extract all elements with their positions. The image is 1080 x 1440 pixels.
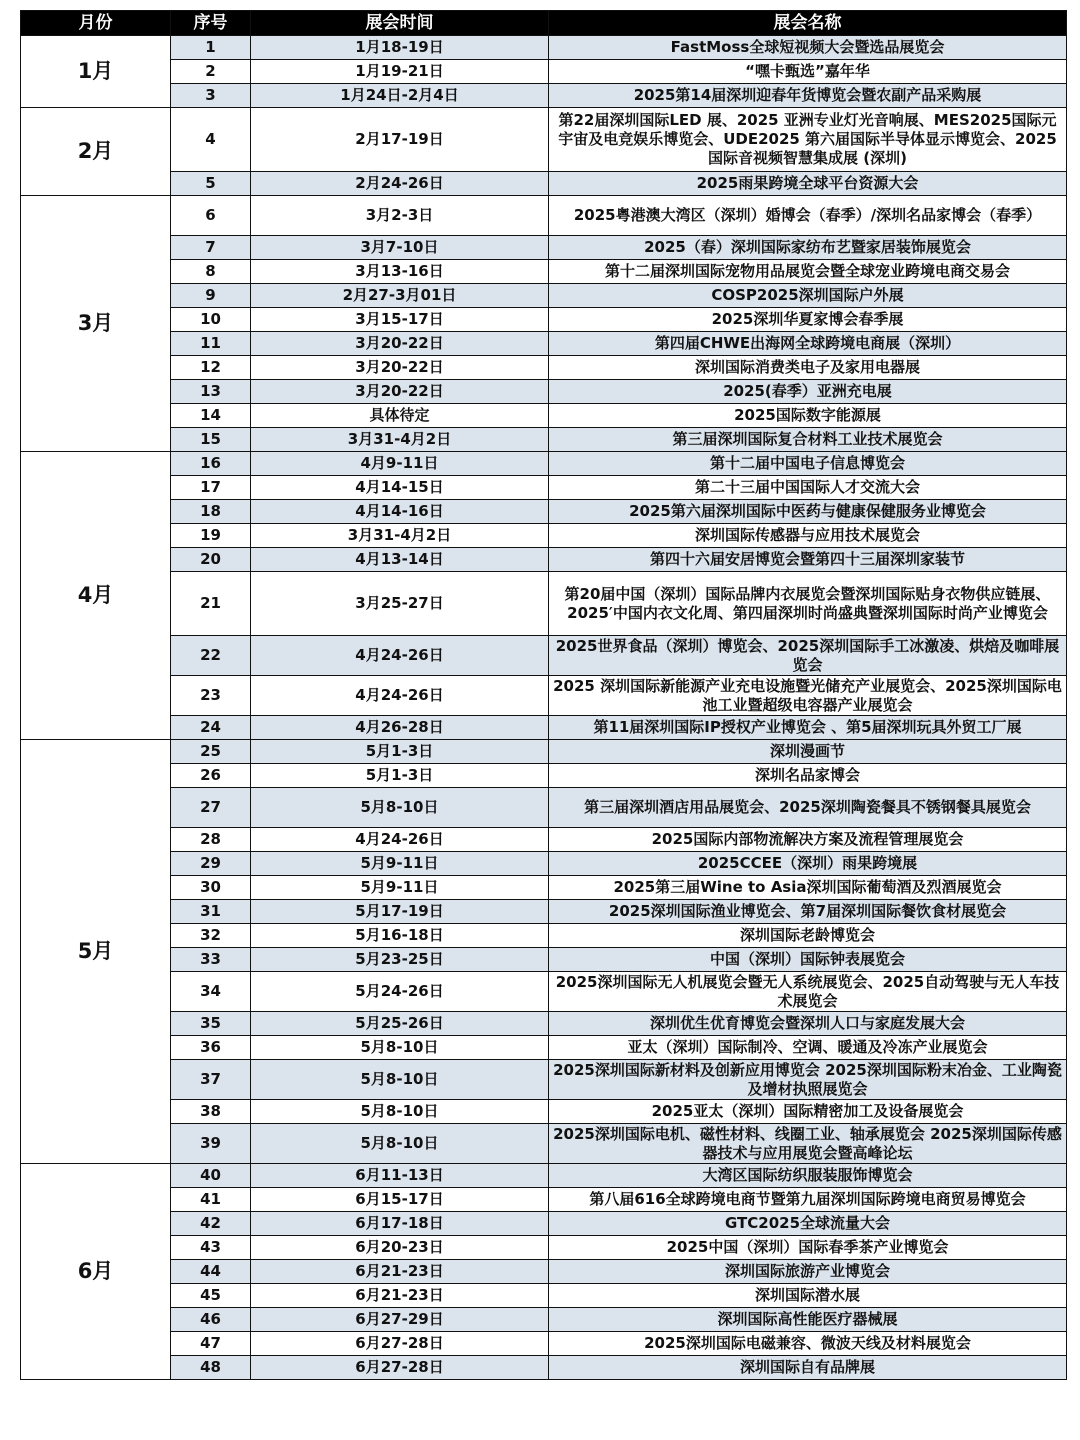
exhibition-name-cell: 第二十三届中国国际人才交流大会: [549, 476, 1067, 500]
exhibition-name-cell: 2025 深圳国际新能源产业充电设施暨光储充产业展览会、2025深圳国际电池工业暨超级电容器产业展览会: [549, 676, 1067, 716]
table-row: [21, 172, 1067, 196]
exhibition-name-cell: 亚太（深圳）国际制冷、空调、暖通及冷冻产业展览会: [549, 1036, 1067, 1060]
header-month: 月份: [21, 11, 171, 36]
row-number-cell: 3: [171, 84, 251, 108]
row-number-cell: 47: [171, 1332, 251, 1356]
date-cell: 5月1-3日: [251, 740, 549, 764]
exhibition-name-cell: 2025亚太（深圳）国际精密加工及设备展览会: [549, 1100, 1067, 1124]
row-number-cell: 36: [171, 1036, 251, 1060]
table-row: [21, 260, 1067, 284]
table-row: [21, 236, 1067, 260]
date-cell: 5月8-10日: [251, 788, 549, 828]
table-row: [21, 548, 1067, 572]
exhibition-name-cell: 大湾区国际纺织服装服饰博览会: [549, 1164, 1067, 1188]
table-row: [21, 1212, 1067, 1236]
table-row: [21, 108, 1067, 172]
date-cell: 5月8-10日: [251, 1124, 549, 1164]
table-row: [21, 332, 1067, 356]
date-cell: 6月27-28日: [251, 1332, 549, 1356]
row-number-cell: 33: [171, 948, 251, 972]
table-row: [21, 1236, 1067, 1260]
date-cell: 4月26-28日: [251, 716, 549, 740]
row-number-cell: 30: [171, 876, 251, 900]
table-row: [21, 764, 1067, 788]
date-cell: 3月20-22日: [251, 356, 549, 380]
exhibition-name-cell: 第四届CHWE出海网全球跨境电商展（深圳）: [549, 332, 1067, 356]
table-row: [21, 900, 1067, 924]
date-cell: 3月15-17日: [251, 308, 549, 332]
date-cell: 1月24日-2月4日: [251, 84, 549, 108]
exhibition-name-cell: 2025第六届深圳国际中医药与健康保健服务业博览会: [549, 500, 1067, 524]
header-row: [21, 11, 1067, 36]
row-number-cell: 7: [171, 236, 251, 260]
exhibition-name-cell: 2025深圳国际渔业博览会、第7届深圳国际餐饮食材展览会: [549, 900, 1067, 924]
date-cell: 3月20-22日: [251, 380, 549, 404]
table-row: [21, 1284, 1067, 1308]
table-row: [21, 716, 1067, 740]
row-number-cell: 12: [171, 356, 251, 380]
row-number-cell: 8: [171, 260, 251, 284]
exhibition-name-cell: 第三届深圳国际复合材料工业技术展览会: [549, 428, 1067, 452]
row-number-cell: 38: [171, 1100, 251, 1124]
exhibition-name-cell: 第三届深圳酒店用品展览会、2025深圳陶瓷餐具不锈钢餐具展览会: [549, 788, 1067, 828]
exhibition-name-cell: 第四十六届安居博览会暨第四十三届深圳家装节: [549, 548, 1067, 572]
table-row: [21, 308, 1067, 332]
month-cell: 4月: [21, 452, 171, 740]
table-row: [21, 1332, 1067, 1356]
row-number-cell: 28: [171, 828, 251, 852]
exhibition-name-cell: 2025CCEE（深圳）雨果跨境展: [549, 852, 1067, 876]
header-exhibition-name: 展会名称: [549, 11, 1067, 36]
date-cell: 5月8-10日: [251, 1100, 549, 1124]
exhibition-name-cell: 第八届616全球跨境电商节暨第九届深圳国际跨境电商贸易博览会: [549, 1188, 1067, 1212]
date-cell: 4月14-16日: [251, 500, 549, 524]
exhibition-name-cell: 2025世界食品（深圳）博览会、2025深圳国际手工冰激凌、烘焙及咖啡展览会: [549, 636, 1067, 676]
row-number-cell: 26: [171, 764, 251, 788]
table-row: [21, 380, 1067, 404]
exhibition-name-cell: 2025第14届深圳迎春年货博览会暨农副产品采购展: [549, 84, 1067, 108]
exhibition-name-cell: 深圳国际传感器与应用技术展览会: [549, 524, 1067, 548]
exhibition-name-cell: 2025第三届Wine to Asia深圳国际葡萄酒及烈酒展览会: [549, 876, 1067, 900]
table-row: [21, 924, 1067, 948]
exhibition-name-cell: “嘿卡甄选”嘉年华: [549, 60, 1067, 84]
table-row: [21, 572, 1067, 636]
exhibition-name-cell: 深圳国际自有品牌展: [549, 1356, 1067, 1380]
date-cell: 2月27-3月01日: [251, 284, 549, 308]
table-row: [21, 452, 1067, 476]
exhibition-name-cell: 2025深圳华夏家博会春季展: [549, 308, 1067, 332]
row-number-cell: 9: [171, 284, 251, 308]
month-cell: 2月: [21, 108, 171, 196]
row-number-cell: 29: [171, 852, 251, 876]
exhibition-name-cell: COSP2025深圳国际户外展: [549, 284, 1067, 308]
table-row: [21, 676, 1067, 716]
table-row: [21, 356, 1067, 380]
date-cell: 5月17-19日: [251, 900, 549, 924]
date-cell: 3月25-27日: [251, 572, 549, 636]
exhibition-name-cell: 2025国际内部物流解决方案及流程管理展览会: [549, 828, 1067, 852]
row-number-cell: 13: [171, 380, 251, 404]
table-row: [21, 284, 1067, 308]
exhibition-name-cell: 深圳名品家博会: [549, 764, 1067, 788]
date-cell: 4月13-14日: [251, 548, 549, 572]
row-number-cell: 1: [171, 36, 251, 60]
row-number-cell: 11: [171, 332, 251, 356]
table-row: [21, 1308, 1067, 1332]
exhibition-name-cell: 深圳漫画节: [549, 740, 1067, 764]
row-number-cell: 10: [171, 308, 251, 332]
table-row: [21, 948, 1067, 972]
row-number-cell: 31: [171, 900, 251, 924]
table-row: [21, 404, 1067, 428]
row-number-cell: 23: [171, 676, 251, 716]
exhibition-schedule-table: [20, 10, 1067, 1380]
exhibition-name-cell: 中国（深圳）国际钟表展览会: [549, 948, 1067, 972]
exhibition-name-cell: FastMoss全球短视频大会暨选品展览会: [549, 36, 1067, 60]
row-number-cell: 24: [171, 716, 251, 740]
table-row: [21, 1188, 1067, 1212]
row-number-cell: 45: [171, 1284, 251, 1308]
row-number-cell: 41: [171, 1188, 251, 1212]
row-number-cell: 42: [171, 1212, 251, 1236]
header-date: 展会时间: [251, 11, 549, 36]
exhibition-name-cell: 第十二届中国电子信息博览会: [549, 452, 1067, 476]
date-cell: 3月20-22日: [251, 332, 549, 356]
exhibition-name-cell: 第20届中国（深圳）国际品牌内衣展览会暨深圳国际贴身衣物供应链展、2025′中国内衣文化周、第四届深圳时尚盛典暨深圳国际时尚产业博览会: [549, 572, 1067, 636]
month-cell: 6月: [21, 1164, 171, 1380]
date-cell: 6月21-23日: [251, 1260, 549, 1284]
row-number-cell: 17: [171, 476, 251, 500]
row-number-cell: 20: [171, 548, 251, 572]
exhibition-name-cell: 深圳国际旅游产业博览会: [549, 1260, 1067, 1284]
table-row: [21, 852, 1067, 876]
exhibition-name-cell: 2025粤港澳大湾区（深圳）婚博会（春季）/深圳名品家博会（春季）: [549, 196, 1067, 236]
exhibition-name-cell: 2025雨果跨境全球平台资源大会: [549, 172, 1067, 196]
exhibition-name-cell: 深圳国际老龄博览会: [549, 924, 1067, 948]
row-number-cell: 48: [171, 1356, 251, 1380]
date-cell: 6月11-13日: [251, 1164, 549, 1188]
date-cell: 6月20-23日: [251, 1236, 549, 1260]
table-row: [21, 1164, 1067, 1188]
date-cell: 1月18-19日: [251, 36, 549, 60]
table-row: [21, 1060, 1067, 1100]
table-row: [21, 636, 1067, 676]
exhibition-name-cell: GTC2025全球流量大会: [549, 1212, 1067, 1236]
row-number-cell: 39: [171, 1124, 251, 1164]
date-cell: 3月31-4月2日: [251, 524, 549, 548]
date-cell: 具体待定: [251, 404, 549, 428]
row-number-cell: 35: [171, 1012, 251, 1036]
row-number-cell: 40: [171, 1164, 251, 1188]
table-row: [21, 60, 1067, 84]
row-number-cell: 44: [171, 1260, 251, 1284]
table-row: [21, 1260, 1067, 1284]
exhibition-name-cell: 深圳国际潜水展: [549, 1284, 1067, 1308]
date-cell: 4月24-26日: [251, 828, 549, 852]
exhibition-name-cell: 深圳国际高性能医疗器械展: [549, 1308, 1067, 1332]
row-number-cell: 34: [171, 972, 251, 1012]
date-cell: 5月9-11日: [251, 852, 549, 876]
month-cell: 1月: [21, 36, 171, 108]
table-row: [21, 196, 1067, 236]
exhibition-name-cell: 2025深圳国际电磁兼容、微波天线及材料展览会: [549, 1332, 1067, 1356]
table-row: [21, 500, 1067, 524]
table-row: [21, 788, 1067, 828]
table-row: [21, 84, 1067, 108]
row-number-cell: 22: [171, 636, 251, 676]
table-body: [21, 36, 1067, 1380]
date-cell: 5月8-10日: [251, 1060, 549, 1100]
row-number-cell: 16: [171, 452, 251, 476]
row-number-cell: 5: [171, 172, 251, 196]
exhibition-name-cell: 深圳优生优育博览会暨深圳人口与家庭发展大会: [549, 1012, 1067, 1036]
table-row: [21, 1124, 1067, 1164]
exhibition-name-cell: 深圳国际消费类电子及家用电器展: [549, 356, 1067, 380]
date-cell: 6月27-29日: [251, 1308, 549, 1332]
month-cell: 3月: [21, 196, 171, 452]
date-cell: 2月24-26日: [251, 172, 549, 196]
exhibition-name-cell: 第十二届深圳国际宠物用品展览会暨全球宠业跨境电商交易会: [549, 260, 1067, 284]
table-row: [21, 1036, 1067, 1060]
row-number-cell: 4: [171, 108, 251, 172]
date-cell: 5月1-3日: [251, 764, 549, 788]
table-row: [21, 1012, 1067, 1036]
date-cell: 3月7-10日: [251, 236, 549, 260]
table-row: [21, 828, 1067, 852]
row-number-cell: 19: [171, 524, 251, 548]
row-number-cell: 46: [171, 1308, 251, 1332]
row-number-cell: 2: [171, 60, 251, 84]
month-cell: 5月: [21, 740, 171, 1164]
date-cell: 4月24-26日: [251, 636, 549, 676]
header-number: 序号: [171, 11, 251, 36]
row-number-cell: 6: [171, 196, 251, 236]
table-row: [21, 524, 1067, 548]
date-cell: 3月13-16日: [251, 260, 549, 284]
date-cell: 1月19-21日: [251, 60, 549, 84]
exhibition-name-cell: 2025深圳国际新材料及创新应用博览会 2025深圳国际粉末冶金、工业陶瓷及增材执照展览会: [549, 1060, 1067, 1100]
exhibition-name-cell: 2025国际数字能源展: [549, 404, 1067, 428]
exhibition-name-cell: 第22届深圳国际LED 展、2025 亚洲专业灯光音响展、MES2025国际元宇宙及电竞娱乐博览会、UDE2025 第六届国际半导体显示博览会、2025国际音视频智慧集成展 (深圳): [549, 108, 1067, 172]
row-number-cell: 14: [171, 404, 251, 428]
exhibition-name-cell: 2025中国（深圳）国际春季茶产业博览会: [549, 1236, 1067, 1260]
date-cell: 5月24-26日: [251, 972, 549, 1012]
table-row: [21, 1356, 1067, 1380]
row-number-cell: 43: [171, 1236, 251, 1260]
date-cell: 3月2-3日: [251, 196, 549, 236]
date-cell: 2月17-19日: [251, 108, 549, 172]
row-number-cell: 25: [171, 740, 251, 764]
date-cell: 5月16-18日: [251, 924, 549, 948]
row-number-cell: 21: [171, 572, 251, 636]
date-cell: 6月15-17日: [251, 1188, 549, 1212]
row-number-cell: 37: [171, 1060, 251, 1100]
date-cell: 6月21-23日: [251, 1284, 549, 1308]
table-row: [21, 428, 1067, 452]
table-row: [21, 1100, 1067, 1124]
table-row: [21, 876, 1067, 900]
row-number-cell: 27: [171, 788, 251, 828]
date-cell: 3月31-4月2日: [251, 428, 549, 452]
date-cell: 5月23-25日: [251, 948, 549, 972]
date-cell: 4月24-26日: [251, 676, 549, 716]
exhibition-name-cell: 第11届深圳国际IP授权产业博览会 、第5届深圳玩具外贸工厂展: [549, 716, 1067, 740]
date-cell: 4月9-11日: [251, 452, 549, 476]
exhibition-name-cell: 2025深圳国际无人机展览会暨无人系统展览会、2025自动驾驶与无人车技术展览会: [549, 972, 1067, 1012]
table-row: [21, 972, 1067, 1012]
table-row: [21, 476, 1067, 500]
row-number-cell: 32: [171, 924, 251, 948]
row-number-cell: 15: [171, 428, 251, 452]
table-row: [21, 36, 1067, 60]
exhibition-name-cell: 2025深圳国际电机、磁性材料、线圈工业、轴承展览会 2025深圳国际传感器技术与应用展览会暨高峰论坛: [549, 1124, 1067, 1164]
date-cell: 5月8-10日: [251, 1036, 549, 1060]
date-cell: 4月14-15日: [251, 476, 549, 500]
row-number-cell: 18: [171, 500, 251, 524]
date-cell: 5月9-11日: [251, 876, 549, 900]
date-cell: 6月17-18日: [251, 1212, 549, 1236]
date-cell: 5月25-26日: [251, 1012, 549, 1036]
table-row: [21, 740, 1067, 764]
exhibition-name-cell: 2025（春）深圳国际家纺布艺暨家居装饰展览会: [549, 236, 1067, 260]
exhibition-name-cell: 2025(春季）亚洲充电展: [549, 380, 1067, 404]
date-cell: 6月27-28日: [251, 1356, 549, 1380]
